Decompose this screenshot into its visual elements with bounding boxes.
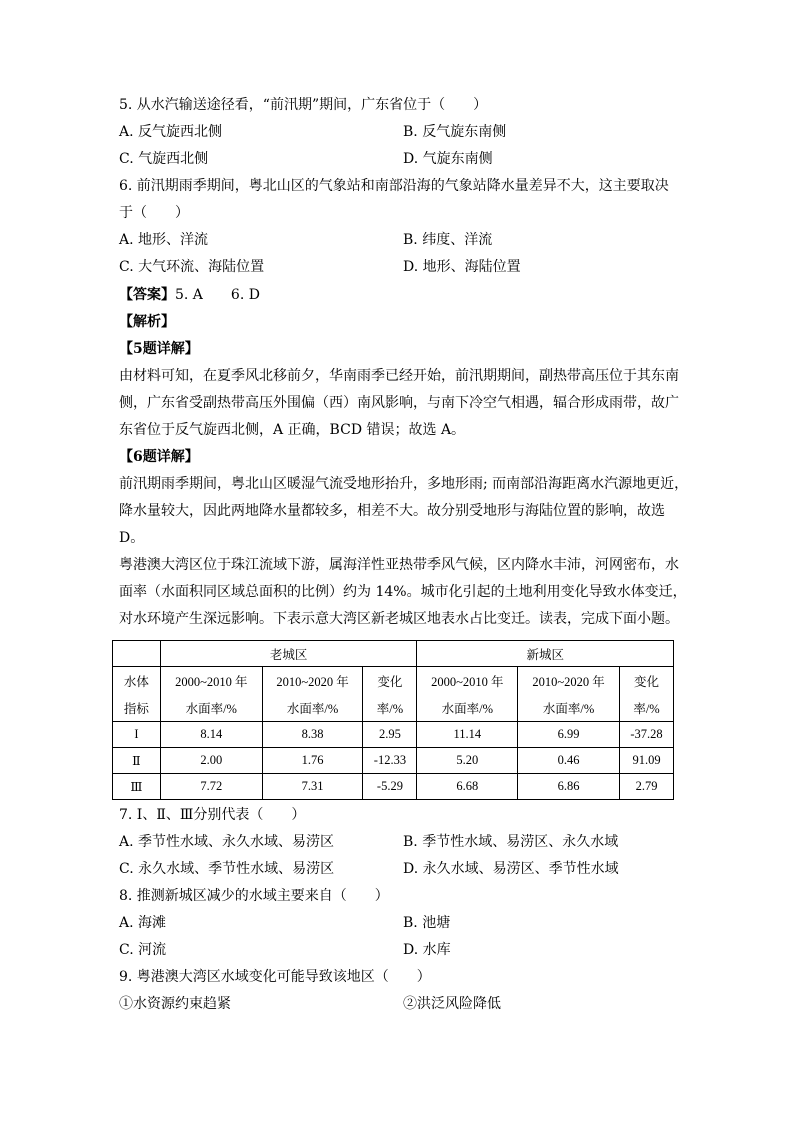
table-cell: 8.14 xyxy=(160,722,262,748)
new-col-b-bottom: 水面率/% xyxy=(518,694,620,722)
q6-detail-label: 【6题详解】 xyxy=(119,449,199,465)
table-cell: 1.76 xyxy=(262,748,363,774)
q6-detail-line2: 降水量较大，因此两地降水量都较多，相差不大。故分别受地形与海陆位置的影响，故选 xyxy=(119,503,665,519)
table-cell: 2.79 xyxy=(620,774,674,800)
table-subheader-row-bottom xyxy=(113,694,674,722)
q8-option-b: B. 池塘 xyxy=(403,915,451,931)
q8-option-d: D. 水库 xyxy=(403,942,451,958)
old-col-b-bottom: 水面率/% xyxy=(262,694,363,722)
table-cell: 2.95 xyxy=(363,722,417,748)
q6-detail-line3: D。 xyxy=(119,530,145,546)
table-cell: -37.28 xyxy=(620,722,674,748)
old-col-c-bottom: 率/% xyxy=(363,694,417,722)
material-line1: 粤港澳大湾区位于珠江流域下游，属海洋性亚热带季风气候，区内降水丰沛，河网密布，水 xyxy=(119,557,679,573)
table-cell: 5.20 xyxy=(417,748,518,774)
q5-detail-line1: 由材料可知，在夏季风北移前夕，华南雨季已经开始，前汛期期间，副热带高压位于其东南 xyxy=(119,368,679,384)
q7-option-c: C. 永久水域、季节性水域、易涝区 xyxy=(119,861,335,877)
q7-option-b: B. 季节性水域、易涝区、永久水域 xyxy=(403,834,619,850)
material-line2: 面率（水面积同区域总面积的比例）约为 14%。城市化引起的土地利用变化导致水体变迁， xyxy=(119,584,687,600)
new-col-c-bottom: 率/% xyxy=(620,694,674,722)
q5-option-a: A. 反气旋西北侧 xyxy=(119,124,223,140)
table-cell: -5.29 xyxy=(363,774,417,800)
new-col-a-bottom: 水面率/% xyxy=(417,694,518,722)
table-cell: 0.46 xyxy=(518,748,620,774)
table-cell: 6.99 xyxy=(518,722,620,748)
old-area-header: 老城区 xyxy=(160,641,417,667)
q9-option-2: ②洪泛风险降低 xyxy=(403,996,501,1012)
q6-stem-line1: 6. 前汛期雨季期间，粤北山区的气象站和南部沿海的气象站降水量差异不大，这主要取决 xyxy=(119,178,669,194)
old-col-a-bottom: 水面率/% xyxy=(160,694,262,722)
q6-option-b: B. 纬度、洋流 xyxy=(403,232,493,248)
table-cell: 6.86 xyxy=(518,774,620,800)
q6-option-a: A. 地形、洋流 xyxy=(119,232,209,248)
q5-detail-line2: 侧，广东省受副热带高压外围偏（西）南风影响，与南下冷空气相遇，辐合形成雨带，故广 xyxy=(119,395,679,411)
table-cell: 7.31 xyxy=(262,774,363,800)
analysis-label: 【解析】 xyxy=(119,314,175,330)
corner-top: 水体 xyxy=(113,667,161,695)
table-subheader-row-top xyxy=(113,667,674,695)
table-cell: 7.72 xyxy=(160,774,262,800)
material-line3: 对水环境产生深远影响。下表示意大湾区新老城区地表水占比变迁。读表，完成下面小题。 xyxy=(119,611,679,627)
new-col-a-top: 2000~2010 年 xyxy=(417,667,518,695)
q7-option-d: D. 永久水域、易涝区、季节性水域 xyxy=(403,861,619,877)
table-cell: 91.09 xyxy=(620,748,674,774)
row-label: I xyxy=(113,722,161,748)
new-col-b-top: 2010~2020 年 xyxy=(518,667,620,695)
table-corner-blank xyxy=(113,641,161,667)
q6-detail-line1: 前汛期雨季期间，粤北山区暖湿气流受地形抬升，多地形雨; 而南部沿海距离水汽源地更近， xyxy=(119,476,689,492)
old-col-a-top: 2000~2010 年 xyxy=(160,667,262,695)
q6-stem-line2: 于（ ） xyxy=(119,205,189,221)
table-row xyxy=(113,748,674,774)
answer-text: 5. A 6. D xyxy=(175,287,260,303)
q7-stem: 7. I、Ⅱ、Ⅲ分别代表（ ） xyxy=(119,807,306,823)
q5-detail-label: 【5题详解】 xyxy=(119,341,199,357)
new-area-header: 新城区 xyxy=(417,641,674,667)
table-row xyxy=(113,722,674,748)
answer-line xyxy=(119,286,260,304)
table-cell: 11.14 xyxy=(417,722,518,748)
q9-option-1: ①水资源约束趋紧 xyxy=(119,996,231,1012)
q5-stem: 5. 从水汽输送途径看，“前汛期”期间，广东省位于（ ） xyxy=(119,97,488,113)
q8-option-a: A. 海滩 xyxy=(119,915,167,931)
table-cell: -12.33 xyxy=(363,748,417,774)
q8-option-c: C. 河流 xyxy=(119,942,167,958)
q5-option-c: C. 气旋西北侧 xyxy=(119,151,209,167)
q5-detail-line3: 东省位于反气旋西北侧，A 正确，BCD 错误；故选 A。 xyxy=(119,422,466,438)
corner-bottom: 指标 xyxy=(113,694,161,722)
table-cell: 6.68 xyxy=(417,774,518,800)
q5-option-d: D. 气旋东南侧 xyxy=(403,151,493,167)
q6-option-c: C. 大气环流、海陆位置 xyxy=(119,259,265,275)
answer-label: 【答案】 xyxy=(119,287,175,303)
q5-option-b: B. 反气旋东南侧 xyxy=(403,124,507,140)
q9-stem: 9. 粤港澳大湾区水域变化可能导致该地区（ ） xyxy=(119,969,431,985)
old-col-c-top: 变化 xyxy=(363,667,417,695)
row-label: Ⅲ xyxy=(113,774,161,800)
table-cell: 2.00 xyxy=(160,748,262,774)
q7-option-a: A. 季节性水域、永久水域、易涝区 xyxy=(119,834,335,850)
water-ratio-table xyxy=(112,640,674,800)
table-row xyxy=(113,774,674,800)
old-col-b-top: 2010~2020 年 xyxy=(262,667,363,695)
table-header-row xyxy=(113,641,674,667)
table-cell: 8.38 xyxy=(262,722,363,748)
row-label: Ⅱ xyxy=(113,748,161,774)
q8-stem: 8. 推测新城区减少的水域主要来自（ ） xyxy=(119,888,389,904)
q6-option-d: D. 地形、海陆位置 xyxy=(403,259,521,275)
new-col-c-top: 变化 xyxy=(620,667,674,695)
